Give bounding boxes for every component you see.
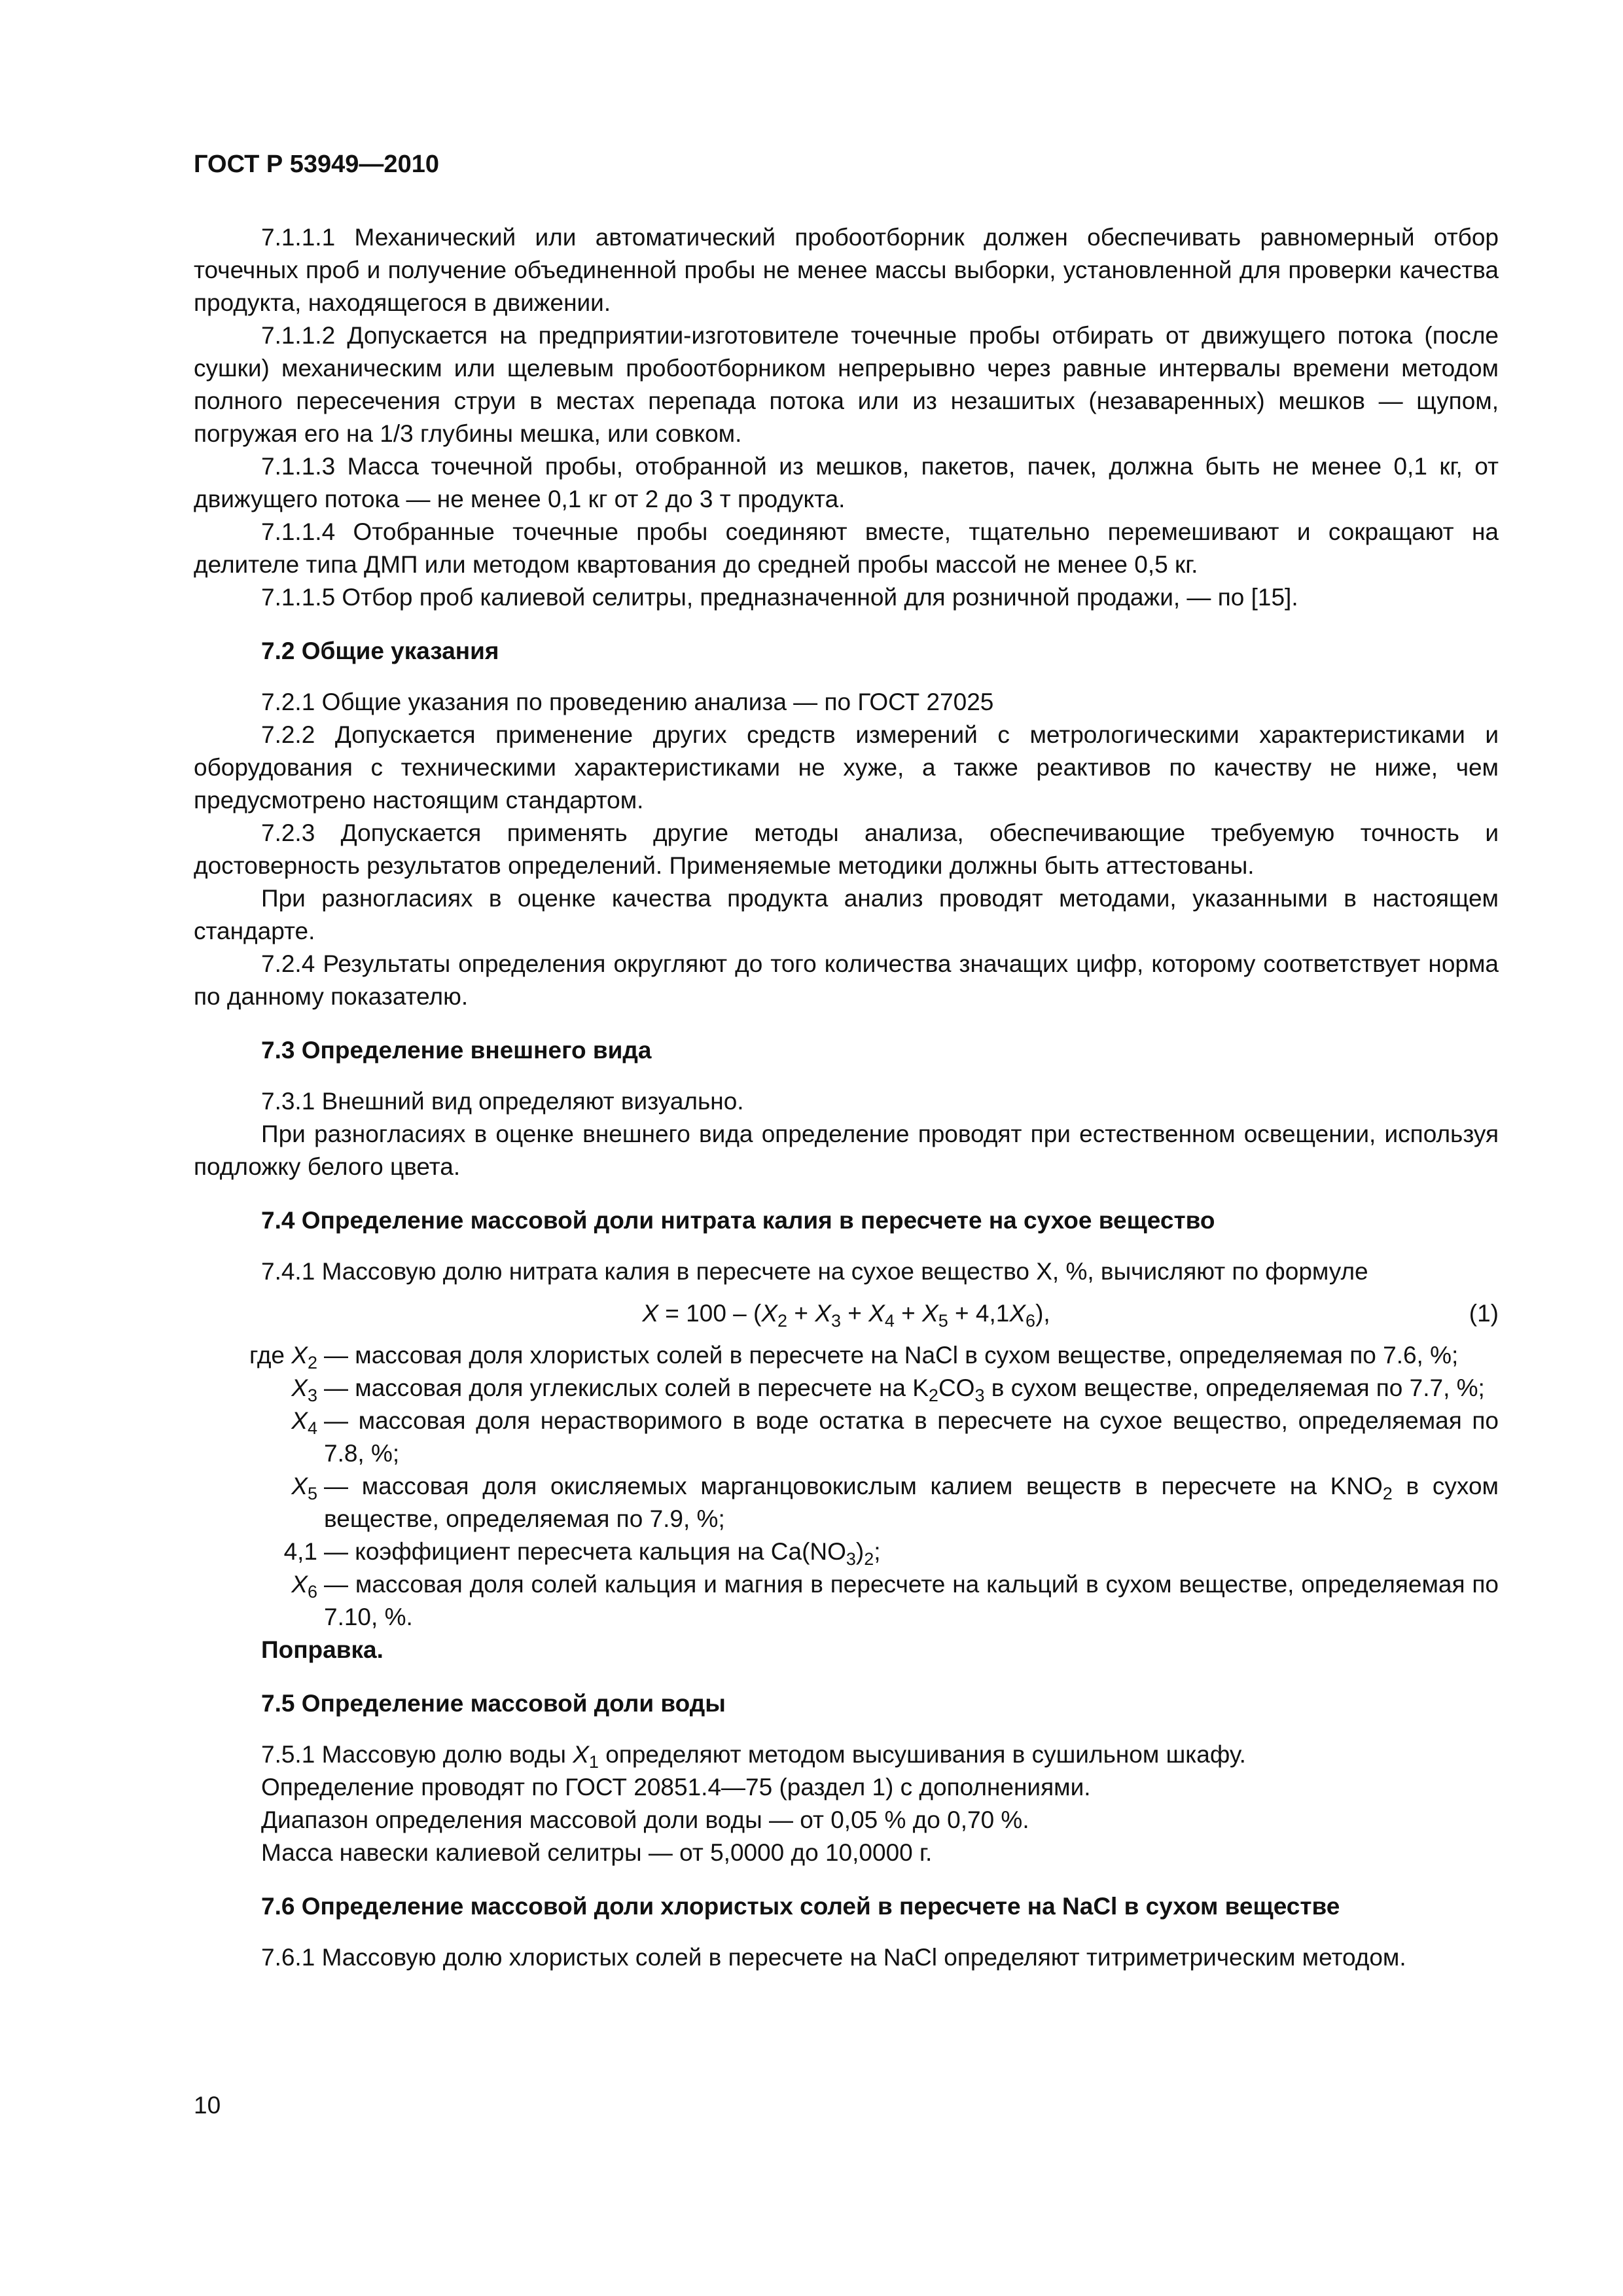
formula-1 [194,1297,1499,1335]
heading-7-2: 7.2 Общие указания [261,637,499,664]
legend-symbol-x5: $X_5$ [291,1473,317,1503]
paragraph-7-5-1-method: Определение проводят по ГОСТ 20851.4—75 (раздел 1) с дополнениями. [261,1774,1091,1801]
legend-symbol-x2: где $X_2$ [249,1342,317,1372]
legend-desc-x5: — массовая доля окисляемых марганцовокислым калием веществ в пересчете на $KNO_2$ в сухом веществе, определяемая по 7.9, %; [324,1473,1499,1532]
paragraph-7-5-1-mass: Масса навески калиевой селитры — от 5,0000 до 10,0000 г. [261,1839,933,1866]
heading-7-3: 7.3 Определение внешнего вида [261,1037,652,1064]
page-number: 10 [194,2092,221,2119]
paragraph-7-4-1: 7.4.1 Массовую долю нитрата калия в пересчете на сухое вещество X, %, вычисляют по формуле [261,1258,1368,1285]
paragraph-7-1-1-3: 7.1.1.3 Масса точечной пробы, отобранной из мешков, пакетов, пачек, должна быть не менее 0,1 кг, от движущего потока — не менее 0,1 кг от 2 до 3 т продукта. [194,453,1499,512]
paragraph-7-2-3: 7.2.3 Допускается применять другие методы анализа, обеспечивающие требуемую точность и достоверность результатов определений. Применяемые методики должны быть аттестованы. [194,819,1499,879]
legend-desc-x2: — массовая доля хлористых солей в пересчете на NaCl в сухом веществе, определяемая по 7.6, %; [324,1342,1459,1369]
legend-symbol-x3: $X_3$ [291,1374,317,1405]
legend-desc-x4: — массовая доля нерастворимого в воде остатка в пересчете на сухое вещество, определяемая по 7.8, %; [324,1407,1499,1467]
legend-desc-coef: — коэффициент пересчета кальция на $Ca(NO_3)_2$; [324,1538,881,1569]
paragraph-7-2-2: 7.2.2 Допускается применение других средств измерений с метрологическими характеристиками и оборудования с техническими характеристиками не хуже, а также реактивов по качеству не ниже, чем предусмотрено настоящим стандартом. [194,721,1499,814]
formula-legend [194,1339,1499,1634]
legend-desc-x6: — массовая доля солей кальция и магния в пересчете на кальций в сухом веществе, определяемая по 7.10, %. [324,1571,1499,1630]
correction-note: Поправка. [261,1636,383,1663]
legend-desc-x3: — массовая доля углекислых солей в пересчете на $K_2CO_3$ в сухом веществе, определяемая по 7.7, %; [324,1374,1485,1405]
heading-7-4: 7.4 Определение массовой доли нитрата калия в пересчете на сухое вещество [261,1207,1215,1234]
paragraph-7-1-1-1: 7.1.1.1 Механический или автоматический пробоотборник должен обеспечивать равномерный отбор точечных проб и получение объединенной пробы не менее массы выборки, установленной для проверки качества продукта, находящегося в движении. [194,224,1499,316]
heading-7-6: 7.6 Определение массовой доли хлористых солей в пересчете на NaCl в сухом веществе [261,1893,1340,1920]
document-header: ГОСТ Р 53949—2010 [194,151,439,178]
paragraph-7-1-1-5: 7.1.1.5 Отбор проб калиевой селитры, предназначенной для розничной продажи, — по [15]. [261,584,1298,611]
paragraph-7-5-1-range: Диапазон определения массовой доли воды — от 0,05 % до 0,70 %. [261,1806,1029,1833]
paragraph-7-2-4: 7.2.4 Результаты определения округляют до того количества значащих цифр, которому соответствует норма по данному показателю. [194,950,1499,1010]
paragraph-7-6-1: 7.6.1 Массовую долю хлористых солей в пересчете на NaCl определяют титриметрическим методом. [261,1944,1406,1971]
paragraph-7-5-1: 7.5.1 Массовую долю воды $X_1$ определяют методом высушивания в сушильном шкафу. [261,1741,1246,1772]
legend-symbol-coef: 4,1 [283,1538,317,1565]
paragraph-7-1-1-2: 7.1.1.2 Допускается на предприятии-изготовителе точечные пробы отбирать от движущего потока (после сушки) механическим или щелевым пробоотборником непрерывно через равные интервалы времени методом полного пересечения струи в местах перепада потока или из незашитых (незаваренных) мешков — щупом, погружая его на 1/3 глубины мешка, или совком. [194,322,1499,447]
formula-expression: $X = 100 - (X_2 + X_3 + X_4 + X_5 + 4,1X_6)$, [642,1300,1050,1331]
legend-symbol-x6: $X_6$ [291,1571,317,1602]
paragraph-7-3-1-note: При разногласиях в оценке внешнего вида определение проводят при естественном освещении, используя подложку белого цвета. [194,1121,1499,1180]
heading-7-5: 7.5 Определение массовой доли воды [261,1690,726,1717]
paragraph-7-2-3-note: При разногласиях в оценке качества продукта анализ проводят методами, указанными в настоящем стандарте. [194,885,1499,944]
paragraph-7-1-1-4: 7.1.1.4 Отобранные точечные пробы соединяют вместе, тщательно перемешивают и сокращают на делителе типа ДМП или методом квартования до средней пробы массой не менее 0,5 кг. [194,518,1499,578]
legend-symbol-x4: $X_4$ [291,1407,317,1438]
page-content [194,221,1499,1974]
paragraph-7-2-1: 7.2.1 Общие указания по проведению анализа — по ГОСТ 27025 [261,689,994,715]
formula-number: (1) [1469,1300,1499,1327]
paragraph-7-3-1: 7.3.1 Внешний вид определяют визуально. [261,1088,744,1115]
